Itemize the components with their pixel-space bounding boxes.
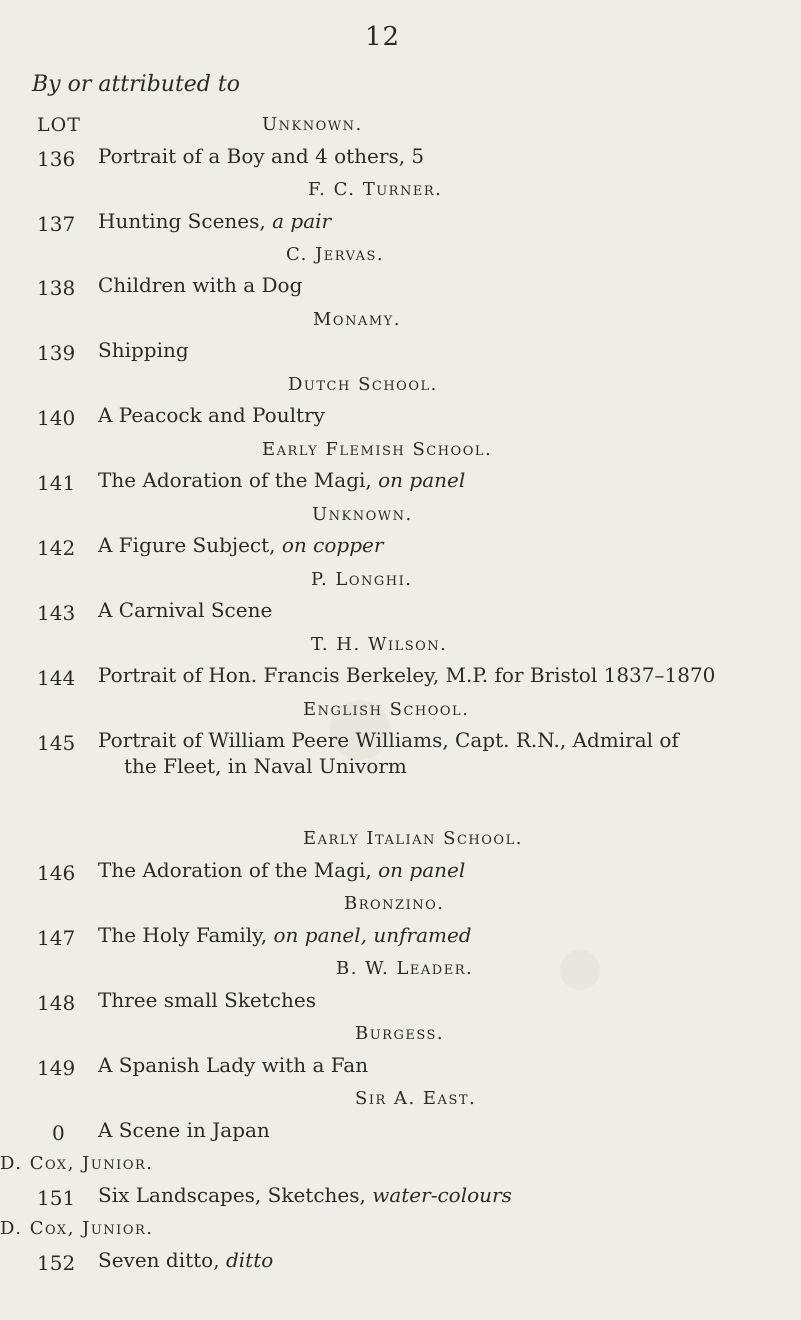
lot-title: A Spanish Lady with a Fan (98, 1052, 369, 1077)
page-number: 12 (365, 22, 401, 52)
lot-attribution: Unknown. (312, 503, 413, 525)
lot-title: Six Landscapes, Sketches, water-colours (98, 1182, 512, 1207)
lot-attribution: Unknown. (262, 114, 363, 135)
lot-number: 139 (37, 341, 76, 366)
lot-attribution: Burgess. (355, 1023, 445, 1045)
lot-attribution: Early Italian School. (303, 828, 523, 850)
lot-title-continuation: the Fleet, in Naval Univorm (124, 754, 407, 779)
lot-number: 142 (37, 536, 76, 561)
lot-attribution: P. Longhi. (311, 568, 413, 590)
lot-column-label: LOT (37, 114, 81, 136)
lot-number: 143 (37, 601, 76, 626)
lot-attribution: B. W. Leader. (336, 958, 474, 980)
lot-number: 148 (37, 990, 76, 1015)
lot-number: 140 (37, 406, 76, 431)
lot-number: 137 (37, 211, 76, 236)
lot-number: 147 (37, 925, 76, 950)
paper-stain (560, 950, 600, 990)
lot-title: The Holy Family, on panel, unframed (98, 922, 472, 947)
lot-number: 138 (37, 276, 76, 301)
lot-number: 152 (37, 1250, 76, 1275)
lot-title: The Adoration of the Magi, on panel (98, 857, 466, 882)
lot-number: 136 (37, 146, 76, 171)
lot-title: Shipping (98, 338, 189, 363)
lot-title: Hunting Scenes, a pair (98, 208, 332, 233)
lot-title: A Peacock and Poultry (98, 403, 325, 428)
lot-number: 144 (37, 666, 76, 691)
lot-title: Portrait of a Boy and 4 others, 5 (98, 143, 425, 168)
lot-title: Portrait of Hon. Francis Berkeley, M.P. for Bristol 1837–1870 (98, 663, 716, 688)
lot-number: 146 (37, 860, 76, 885)
lot-attribution: D. Cox, Junior. (0, 1218, 154, 1240)
lot-attribution: D. Cox, Junior. (0, 1153, 154, 1175)
lot-attribution: Early Flemish School. (262, 438, 493, 460)
lot-title: Portrait of William Peere Williams, Capt. R.N., Admiral of the Fleet, in Naval Univorm (98, 727, 788, 779)
lot-number: 151 (37, 1185, 76, 1210)
page-heading: By or attributed to (32, 72, 240, 97)
lot-attribution: C. Jervas. (286, 243, 385, 265)
lot-attribution: Sir A. East. (355, 1088, 477, 1110)
lot-number: 145 (37, 731, 76, 756)
lot-title: A Scene in Japan (98, 1117, 270, 1142)
lot-attribution: English School. (303, 698, 470, 720)
lot-attribution: F. C. Turner. (308, 178, 443, 200)
lot-attribution: T. H. Wilson. (311, 633, 448, 655)
lot-attribution: Monamy. (313, 308, 401, 330)
lot-title: Children with a Dog (98, 273, 303, 298)
lot-number: 141 (37, 471, 76, 496)
lot-attribution: Dutch School. (288, 373, 438, 395)
lot-title: A Figure Subject, on copper (98, 533, 384, 558)
lot-title: The Adoration of the Magi, on panel (98, 468, 466, 493)
lot-number: 0 (52, 1120, 65, 1145)
lot-title: Three small Sketches (98, 987, 316, 1012)
lot-title: Seven ditto, ditto (98, 1247, 274, 1272)
lot-number: 149 (37, 1055, 76, 1080)
lot-title: A Carnival Scene (98, 598, 273, 623)
lot-attribution: Bronzino. (344, 893, 445, 915)
